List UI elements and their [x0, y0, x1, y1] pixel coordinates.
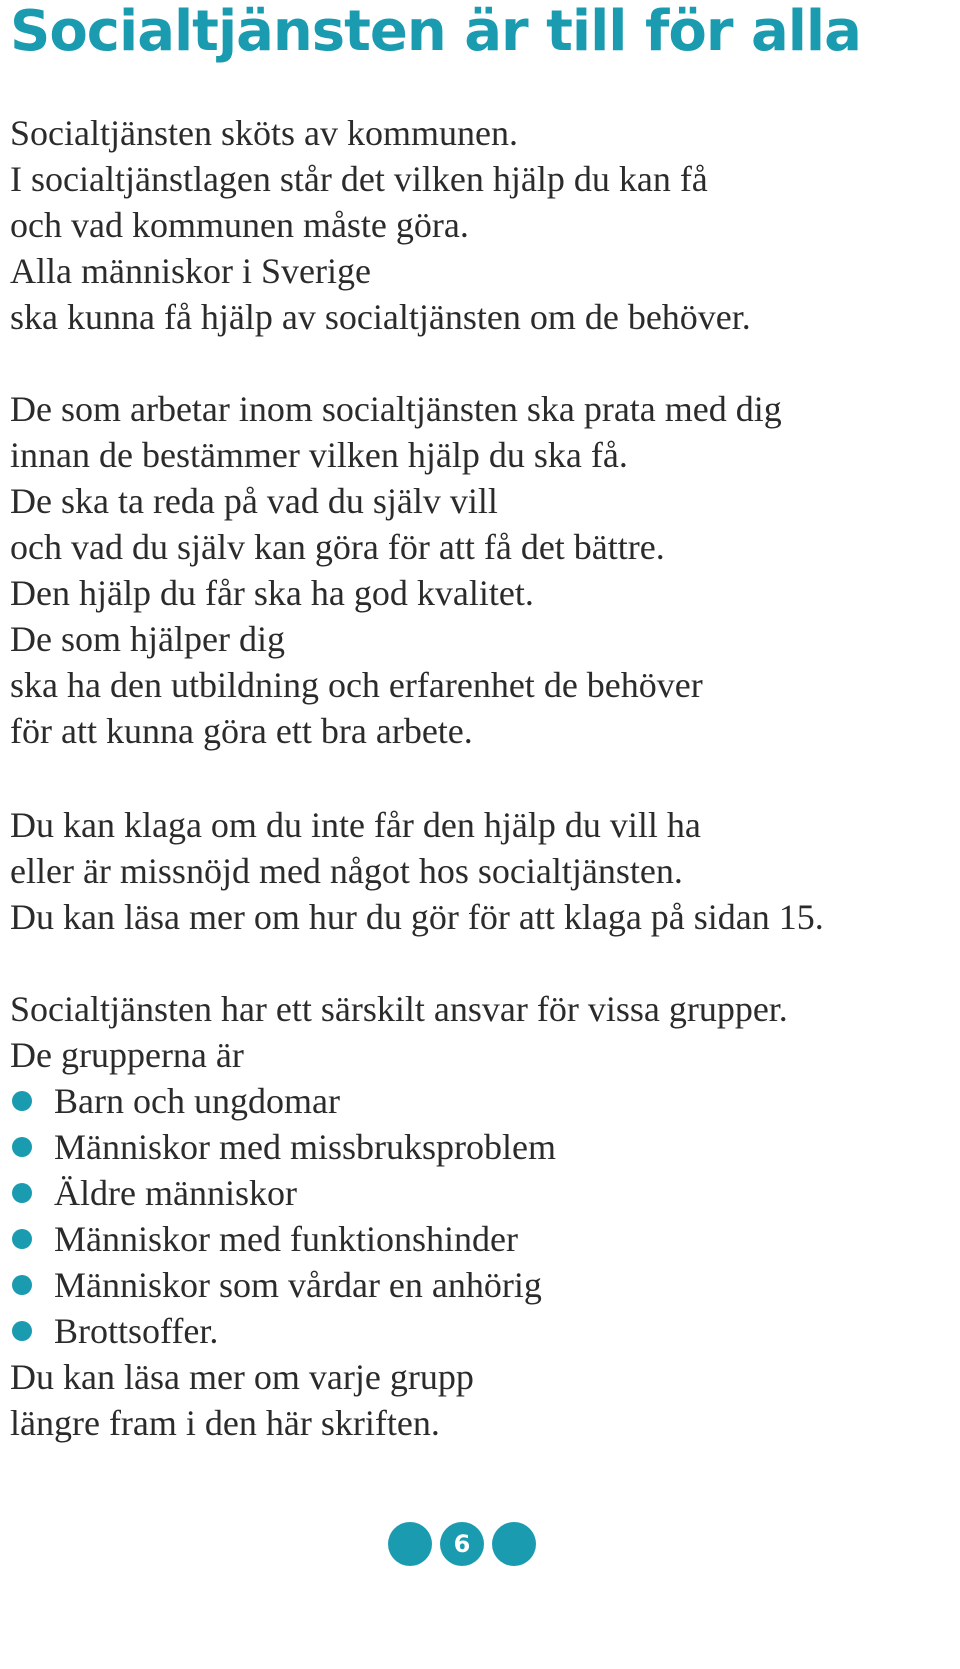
decorative-circle-icon: [388, 1522, 432, 1566]
paragraph-line: De som hjälper dig: [10, 619, 285, 659]
list-item: [10, 1216, 556, 1262]
bullet-dot-icon: [12, 1275, 32, 1295]
list-item-label: Barn och ungdomar: [54, 1081, 340, 1121]
list-item: [10, 1078, 556, 1124]
list-item-label: Människor som vårdar en anhörig: [54, 1265, 542, 1305]
page-title: Socialtjänsten är till för alla: [10, 0, 861, 64]
groups-list: [10, 1078, 556, 1354]
list-item-label: Människor med funktionshinder: [54, 1219, 518, 1259]
list-item: [10, 1262, 556, 1308]
bullet-dot-icon: [12, 1183, 32, 1203]
paragraph-line: Den hjälp du får ska ha god kvalitet.: [10, 573, 534, 613]
paragraph-line: ska ha den utbildning och erfarenhet de behöver: [10, 665, 703, 705]
list-item-label: Människor med missbruksproblem: [54, 1127, 556, 1167]
paragraph-complaints: [10, 802, 824, 940]
paragraph-intro: [10, 110, 751, 340]
paragraph-closing: [10, 1354, 474, 1446]
paragraph-line: Socialtjänsten har ett särskilt ansvar för vissa grupper.: [10, 989, 788, 1029]
decorative-circle-icon: [492, 1522, 536, 1566]
paragraph-line: Du kan läsa mer om varje grupp: [10, 1357, 474, 1397]
paragraph-line: och vad kommunen måste göra.: [10, 205, 469, 245]
page-footer: [388, 1522, 548, 1568]
page-number: 6: [440, 1522, 484, 1566]
paragraph-line: I socialtjänstlagen står det vilken hjälp du kan få: [10, 159, 708, 199]
paragraph-line: Alla människor i Sverige: [10, 251, 371, 291]
paragraph-line: De grupperna är: [10, 1035, 244, 1075]
paragraph-staff: [10, 386, 782, 754]
bullet-dot-icon: [12, 1229, 32, 1249]
bullet-dot-icon: [12, 1321, 32, 1341]
paragraph-line: Socialtjänsten sköts av kommunen.: [10, 113, 518, 153]
list-item: [10, 1308, 556, 1354]
paragraph-line: längre fram i den här skriften.: [10, 1403, 440, 1443]
paragraph-line: innan de bestämmer vilken hjälp du ska få.: [10, 435, 628, 475]
bullet-dot-icon: [12, 1137, 32, 1157]
list-item-label: Äldre människor: [54, 1173, 297, 1213]
paragraph-line: och vad du själv kan göra för att få det bättre.: [10, 527, 665, 567]
list-item: [10, 1124, 556, 1170]
paragraph-line: ska kunna få hjälp av socialtjänsten om de behöver.: [10, 297, 751, 337]
paragraph-line: De som arbetar inom socialtjänsten ska prata med dig: [10, 389, 782, 429]
bullet-dot-icon: [12, 1091, 32, 1111]
paragraph-groups-intro: [10, 986, 788, 1078]
list-item-label: Brottsoffer.: [54, 1311, 219, 1351]
paragraph-line: eller är missnöjd med något hos socialtjänsten.: [10, 851, 683, 891]
paragraph-line: Du kan läsa mer om hur du gör för att klaga på sidan 15.: [10, 897, 824, 937]
list-item: [10, 1170, 556, 1216]
paragraph-line: för att kunna göra ett bra arbete.: [10, 711, 473, 751]
paragraph-line: De ska ta reda på vad du själv vill: [10, 481, 498, 521]
paragraph-line: Du kan klaga om du inte får den hjälp du vill ha: [10, 805, 701, 845]
